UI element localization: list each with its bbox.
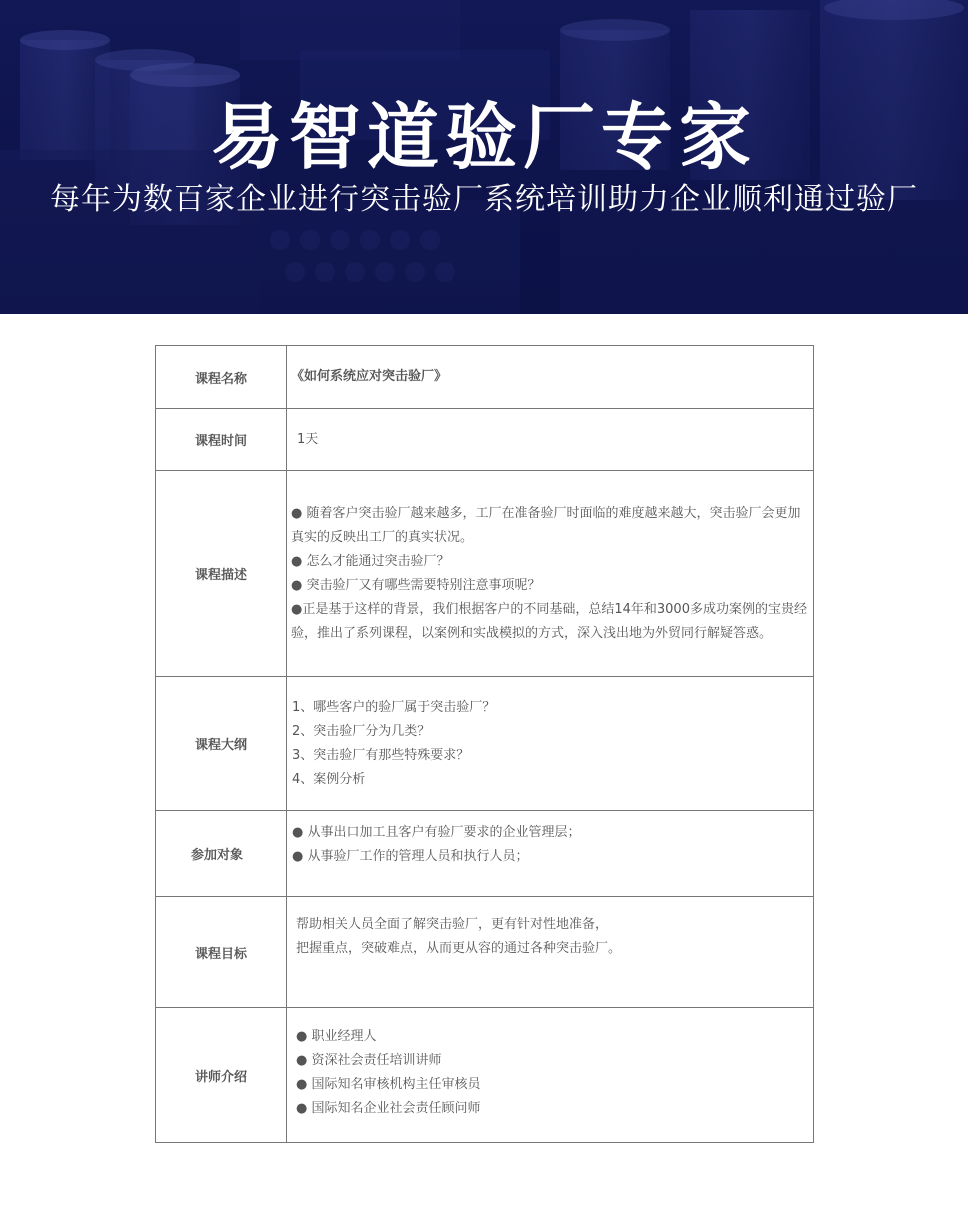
course-goals-value <box>287 897 814 1008</box>
course-duration-text: 1天 <box>297 431 319 447</box>
description-line: ● 突击验厂又有哪些需要特别注意事项呢？ <box>291 577 541 593</box>
row-course-audience <box>156 811 814 897</box>
course-name-text: 《如何系统应对突击验厂》 <box>291 369 448 384</box>
row-course-outline <box>156 677 814 811</box>
course-name-value <box>287 346 814 409</box>
row-course-duration <box>156 409 814 471</box>
instructor-item: ● 职业经理人 <box>296 1029 377 1044</box>
row-course-instructor <box>156 1008 814 1143</box>
course-outline-value <box>287 677 814 811</box>
row-course-name <box>156 346 814 409</box>
audience-item: ● 从事验厂工作的管理人员和执行人员； <box>292 848 529 864</box>
course-description-value <box>287 471 814 677</box>
hero-banner <box>0 0 968 314</box>
description-line: ●正是基于这样的背景，我们根据客户的不同基础，总结14年和3000多成功案例的宝贵经验，推出了系列课程，以案例和实战模拟的方式，深入浅出地为外贸同行解疑答惑。 <box>291 601 807 641</box>
outline-item: 3、突击验厂有那些特殊要求？ <box>292 747 470 763</box>
course-instructor-label: 讲师介绍 <box>156 1008 287 1143</box>
instructor-item: ● 国际知名企业社会责任顾问师 <box>296 1101 481 1116</box>
description-line: ● 怎么才能通过突击验厂？ <box>291 553 450 569</box>
instructor-item: ● 资深社会责任培训讲师 <box>296 1053 442 1068</box>
instructor-item: ● 国际知名审核机构主任审核员 <box>296 1077 481 1092</box>
course-audience-value <box>287 811 814 897</box>
outline-item: 4、案例分析 <box>292 771 366 787</box>
goals-line: 帮助相关人员全面了解突击验厂，更有针对性地准备， <box>296 917 609 932</box>
banner-subtitle: 每年为数百家企业进行突击验厂系统培训助力企业顺利通过验厂 <box>50 182 918 217</box>
course-goals-label: 课程目标 <box>156 897 287 1008</box>
course-info-table <box>155 345 814 1143</box>
course-instructor-value <box>287 1008 814 1143</box>
audience-item: ● 从事出口加工且客户有验厂要求的企业管理层； <box>292 824 581 840</box>
goals-line: 把握重点，突破难点，从而更从容的通过各种突击验厂。 <box>296 941 622 956</box>
outline-item: 1、哪些客户的验厂属于突击验厂？ <box>292 699 496 715</box>
course-description-label: 课程描述 <box>156 471 287 677</box>
row-course-goals <box>156 897 814 1008</box>
course-duration-value <box>287 409 814 471</box>
row-course-description <box>156 471 814 677</box>
banner-title: 易智道验厂专家 <box>210 95 757 179</box>
course-outline-label: 课程大纲 <box>156 677 287 811</box>
course-name-label: 课程名称 <box>156 346 287 409</box>
course-audience-label: 参加对象 <box>156 811 287 897</box>
description-line: ● 随着客户突击验厂越来越多，工厂在准备验厂时面临的难度越来越大，突击验厂会更加真实的反映出工厂的真实状况。 <box>291 505 801 545</box>
course-duration-label: 课程时间 <box>156 409 287 471</box>
outline-item: 2、突击验厂分为几类？ <box>292 723 431 739</box>
